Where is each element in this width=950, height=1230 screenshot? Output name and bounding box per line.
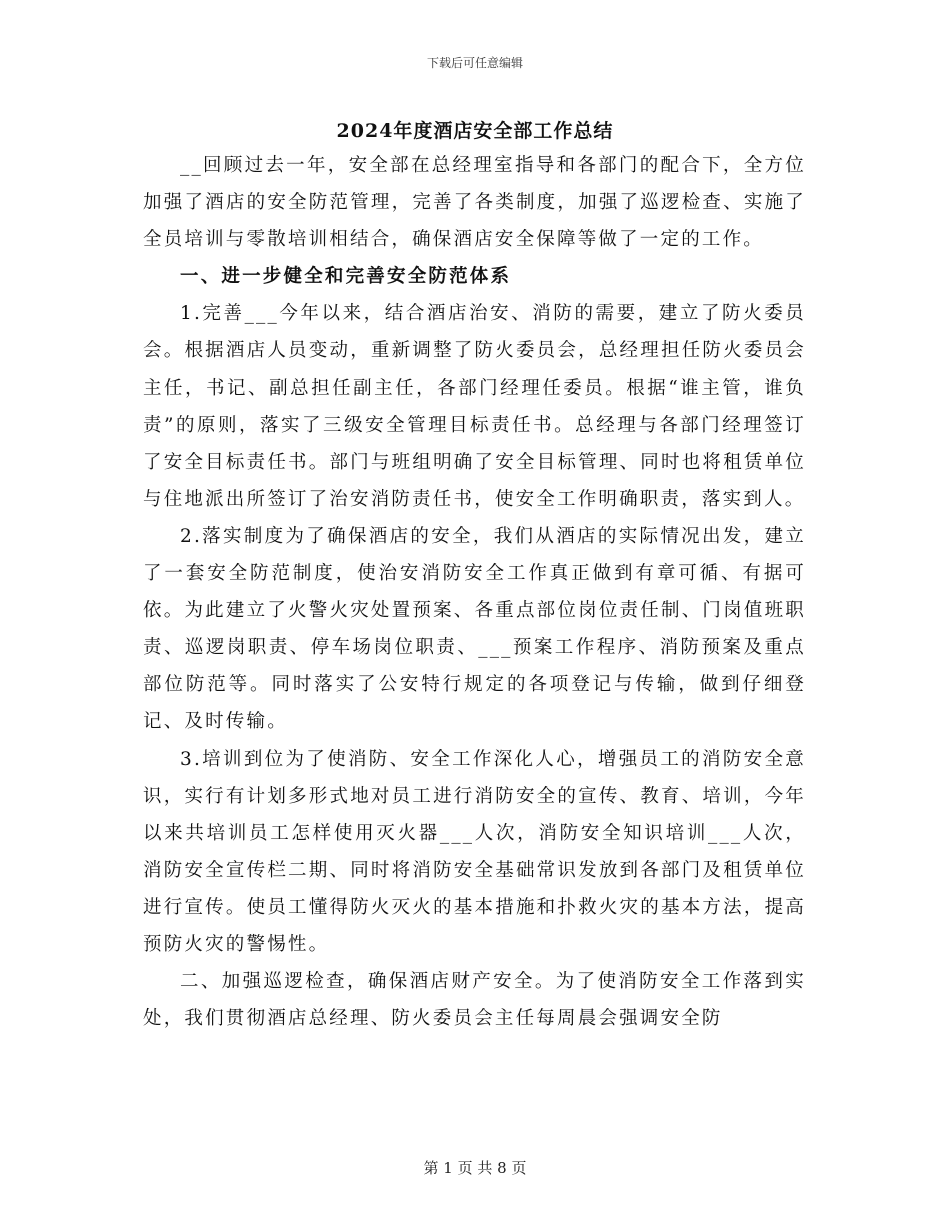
page-header-note: 下载后可任意编辑 [426,56,523,70]
section-1-heading: 一、进一步健全和完善安全防范体系 [180,266,512,288]
document-title: 2024年度酒店安全部工作总结 [336,120,614,142]
page-footer: 第 1 页 共 8 页 [423,1159,527,1177]
document-body [143,147,806,1037]
intro-paragraph: __回顾过去一年，安全部在总经理室指导和各部门的配合下，全方位加强了酒店的安全防范管理，完善了各类制度，加强了巡逻检查、实施了全员培训与零散培训相结合，确保酒店安全保障等做了一定的工作。 [143,155,806,251]
item-3-paragraph: 3.培训到位为了使消防、安全工作深化人心，增强员工的消防安全意识，实行有计划多形式地对员工进行消防安全的宣传、教育、培训，今年以来共培训员工怎样使用灭火器___人次，消防安全知识培训___人次，消防安全宣传栏二期、同时将消防安全基础常识发放到各部门及租赁单位进行宣传。使员工懂得防火灭火的基本措施和扑救火灾的基本方法，提高预防火灾的警惕性。 [143,748,806,955]
item-1-paragraph: 1.完善___今年以来，结合酒店治安、消防的需要，建立了防火委员会。根据酒店人员变动，重新调整了防火委员会，总经理担任防火委员会主任，书记、副总担任副主任，各部门经理任委员。根据“谁主管，谁负责”的原则，落实了三级安全管理目标责任书。总经理与各部门经理签订了安全目标责任书。部门与班组明确了安全目标管理、同时也将租赁单位与住地派出所签订了治安消防责任书，使安全工作明确职责，落实到人。 [143,303,806,510]
section-2-paragraph: 二、加强巡逻检查，确保酒店财产安全。为了使消防安全工作落到实处，我们贯彻酒店总经理、防火委员会主任每周晨会强调安全防 [143,971,806,1030]
item-2-paragraph: 2.落实制度为了确保酒店的安全，我们从酒店的实际情况出发，建立了一套安全防范制度，使治安消防安全工作真正做到有章可循、有据可依。为此建立了火警火灾处置预案、各重点部位岗位责任制、门岗值班职责、巡逻岗职责、停车场岗位职责、___预案工作程序、消防预案及重点部位防范等。同时落实了公安特行规定的各项登记与传输，做到仔细登记、及时传输。 [143,525,806,733]
